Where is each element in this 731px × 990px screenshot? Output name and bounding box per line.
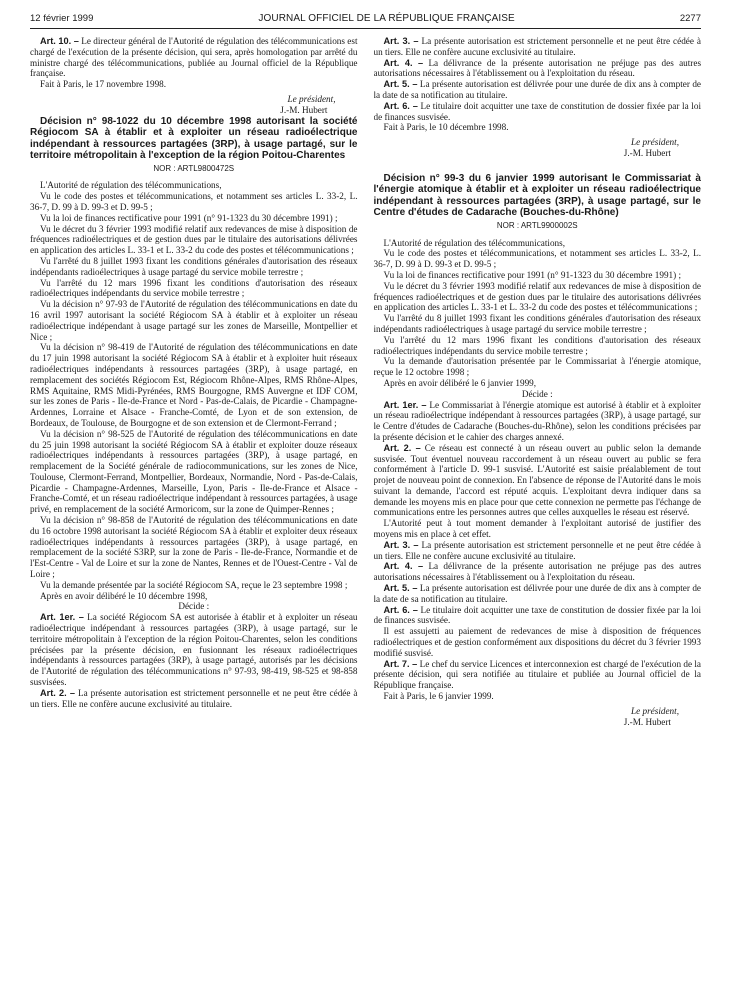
intro-1: L'Autorité de régulation des télécommunications, [40,180,222,191]
article-2: Art. 2. – La présente autorisation est strictement personnelle et ne peut être cédée à un tiers. Elle ne confère aucune exclusivité au titulaire. [30,687,358,709]
fait-a-paris-2: Fait à Paris, le 10 décembre 1998. [383,122,509,133]
article-5-b: Art. 5. – La présente autorisation est délivrée pour une durée de dix ans à compter de la date de sa notification au titulaire. [373,583,701,604]
page-number: 2277 [679,12,701,24]
text-columns [30,36,701,980]
decision-title-98-1022: Décision n° 98-1022 du 10 décembre 1998 autorisant la société Régiocom SA à établir et à exploiter un réseau radioélectrique indépendant à ressources partagées (3RP), à usage partagé, sur le territoire métropolitain à l'exception de la région Poitou-Charentes [30,115,358,162]
visa-item: Vu la loi de finances rectificative pour 1991 (n° 91-1323 du 30 décembre 1991) ; [383,269,682,280]
visa-item: Vu le décret du 3 février 1993 modifié relatif aux redevances de mise à disposition de fréquences radioélectriques et de gestion dues par le titulaire des autorisations délivrées en application des articles L. 33-1 et L. 33-2 du code des postes et télécommunications ; [373,280,701,313]
article-4-b: Art. 4. – La délivrance de la présente autorisation ne préjuge pas des autres autorisations nécessaires à l'établissement ou à l'exploitation du réseau. [373,561,701,583]
nor-reference-1: NOR : ARTL9800472S [153,163,235,173]
visa-item: Vu la demande présentée par la société Régiocom SA, reçue le 23 septembre 1998 ; [40,579,348,590]
article-7-b: Art. 7. – Le chef du service Licences et interconnexion est chargé de l'exécution de la présente décision, qui sera notifiée au titulaire et publiée au Journal officiel de la République française. [373,658,701,691]
article-1: Art. 1er. – La société Régiocom SA est autorisée à établir et à exploiter un réseau radioélectrique indépendant à ressources partagées (3RP), à usage partagé, sur le territoire métropolitain à l'exception de la région Poitou-Charentes, selon les conditions précisées par la présente décision, en fusionnant les réseaux radioélectriques indépendants à ressources partagées (3RP), à usage partagé, autorisés par les décisions de l'Autorité de régulation des télécommunications n° 97-93, 98-419, 98-525 et 98-858 susvisées. [30,612,358,688]
visa-item: Vu l'arrêté du 12 mars 1996 fixant les conditions d'autorisation des réseaux radioélectriques indépendants du service mobile terrestre ; [30,277,358,299]
article-10: Art. 10. – Le directeur général de l'Autorité de régulation des télécommunications est chargé de l'exécution de la présente décision, qui sera, après homologation par arrêté du ministre chargé des télécommunications, publiée au Journal officiel de la République française. [30,36,358,79]
header-date: 12 février 1999 [30,12,94,24]
article-3-b: Art. 3. – La présente autorisation est strictement personnelle et ne peut être cédée à un tiers. Elle ne confère aucune exclusivité au titulaire. [373,539,701,561]
visa-item: Après en avoir délibéré le 10 décembre 1998, [40,590,208,601]
visa-item: Vu l'arrêté du 8 juillet 1993 fixant les conditions générales d'autorisation des réseaux indépendants radioélectriques à usage partagé du service mobile terrestre ; [373,313,701,334]
article-6-b: Art. 6. – Le titulaire doit acquitter une taxe de constitution de dossier fixée par la loi de finances susvisée. [373,604,701,626]
nor-reference-2: NOR : ARTL9900002S [496,220,578,230]
visa-item: Vu la décision n° 98-858 de l'Autorité de régulation des télécommunications en date du 16 octobre 1998 autorisant la société Régiocom SA à établir et exploiter deux réseaux radioélectriques indépendants à ressources partagées (3RP), à usage partagé, en remplacement de la société S3RP, sur la zone de Paris - Ile-de-France, Normandie et de l'Est-Centre - Val de Loire et sur la zone de Nantes, Rennes et de l'Ouest-Centre - Val de Loire ; [30,515,358,580]
fait-a-paris-1: Fait à Paris, le 17 novembre 1998. [40,79,167,90]
decision-title-99-3: Décision n° 99-3 du 6 janvier 1999 autorisant le Commissariat à l'énergie atomique à établir et à exploiter un réseau radioélectrique indépendant à ressources partagées (3RP), à usage partagé, sur le Centre d'études de Cadarache (Bouches-du-Rhône) [373,172,701,219]
visa-item: Vu la décision n° 98-525 de l'Autorité de régulation des télécommunications en date du 25 juin 1998 autorisant la société Régiocom SA à établir et exploiter douze réseaux radioélectriques indépendants à ressources partagées (3RP), à usage partagé, en remplacement de la Société générale de radiocommunications, sur les zones de Nice, Toulouse, Clermont-Ferrand, Montpellier, Bordeaux, Normandie, Nord - Pas-de-Calais, Picardie - Champagne-Ardennes, Marseille, Lyon, Paris - Ile-de-France et Alsace - Franche-Comté, et un réseau radioélectrique indépendant à ressources partagées, à usage privé, en remplacement de la société Armoricom, sur la zone de Quimper-Rennes ; [30,428,358,515]
article-2-b: Art. 2. – Ce réseau est connecté à un réseau ouvert au public selon la demande susvisée. Tout éventuel nouveau raccordement à un réseau ouvert au public se fera conformément à l'article D. 99-1 susvisé. L'Autorité est saisie préalablement de tout projet de nouveau point de connexion. En l'absence de réponse de l'Autorité dans le mois suivant la demande, l'accord est réputé acquis. L'exploitant devra indiquer dans sa demande les moyens mis en place pour que cette connexion ne permette pas l'échange de communications entre les personnes autres que celles auxquelles le réseau est réservé. [373,442,701,518]
article-3: Art. 3. – La présente autorisation est strictement personnelle et ne peut être cédée à un tiers. Elle ne confère aucune exclusivité au titulaire. [373,36,701,57]
article-4: Art. 4. – La délivrance de la présente autorisation ne préjuge pas des autres autorisations nécessaires à l'établissement ou à l'exploitation du réseau. [373,57,701,79]
signature-block-1: Le président, J.-M. Hubert [280,93,336,115]
article-6: Art. 6. – Le titulaire doit acquitter une taxe de constitution de dossier fixée par la loi de finances susvisée. [373,100,701,122]
visa-item: Vu la décision n° 98-419 de l'Autorité de régulation des télécommunications en date du 17 juin 1998 autorisant la société Régiocom SA à établir et à exploiter huit réseaux radioélectriques indépendants à ressources partagées (3RP), à usage partagé, en remplacement des sociétés Régiocom Est, Régiocom Rhône-Alpes, RMS Rhône-Alpes, RMS Aquitaine, RMS Midi-Pyrénées, RMS Bourgogne, RMS Auvergne et IDF COM, sur les zones de Paris - Ile-de-France et Nord - Pas-de-Calais, de Picardie - Champagne-Ardennes, Lorraine et Alsace - Franche-Comté, de Lyon et de son extension, de Bordeaux, de Toulouse, de Bourgogne et de son extension et de Clermont-Ferrand ; [30,342,358,428]
journal-title: JOURNAL OFFICIEL DE LA RÉPUBLIQUE FRANÇAISE [258,12,515,24]
visa-item: Vu la loi de finances rectificative pour 1991 (n° 91-1323 du 30 décembre 1991) ; [40,212,338,223]
visa-item: Vu la décision n° 97-93 de l'Autorité de régulation des télécommunications en date du 16 avril 1997 autorisant la société Régiocom SA à établir et à exploiter un réseau radioélectrique indépendant à usage partagé sur les zones de Marseille, Montpellier et Nice ; [30,299,358,342]
page-header [30,8,701,29]
decide-heading-1: Décide : [178,601,210,612]
decide-heading-2: Décide : [521,388,553,399]
visa-item: Vu le code des postes et télécommunications, et notamment ses articles L. 33-2, L. 36-7, D. 99 à D. 99-3 et D. 99-5 ; [373,248,701,270]
visa-item: Vu le code des postes et télécommunications, et notamment ses articles L. 33-2, L. 36-7, D. 99 à D. 99-3 et D. 99-5 ; [30,191,358,212]
article-2-b-cont: L'Autorité peut à tout moment demander à l'exploitant autorisé de justifier des moyens mis en place à cet effet. [373,518,701,540]
visa-item: Vu la demande d'autorisation présentée par le Commissariat à l'énergie atomique, reçue le 12 octobre 1998 ; [373,356,701,378]
visa-item: Vu l'arrêté du 12 mars 1996 fixant les conditions d'autorisation des réseaux radioélectriques indépendants du service mobile terrestre ; [373,334,701,356]
visa-item: Vu l'arrêté du 8 juillet 1993 fixant les conditions générales d'autorisation des réseaux indépendants radioélectriques à usage partagé du service mobile terrestre ; [30,255,358,277]
signature-block-2: Le président, J.-M. Hubert [623,137,679,158]
visa-item: Vu le décret du 3 février 1993 modifié relatif aux redevances de mise à disposition de fréquences radioélectriques et de gestion dues par le titulaire des autorisations délivrées en application des articles L. 33-1 et L. 33-2 du code des postes et télécommunications ; [30,223,358,256]
article-6-b-cont: Il est assujetti au paiement de redevances de mise à disposition de fréquences radioélectriques et de gestion conformément aux dispositions du décret du 3 février 1993 modifié susvisé. [373,626,701,658]
article-5: Art. 5. – La présente autorisation est délivrée pour une durée de dix ans à compter de la date de sa notification au titulaire. [373,79,701,100]
visa-item: Après en avoir délibéré le 6 janvier 1999, [383,377,537,388]
article-1-b: Art. 1er. – Le Commissariat à l'énergie atomique est autorisé à établir et à exploiter un réseau radioélectrique indépendant à ressources partagées (3RP), à usage partagé, sur le Centre d'études de Cadarache (Bouches-du-Rhône), selon les conditions précisées par la présente décision et le cahier des charges annexé. [373,399,701,442]
intro-2: L'Autorité de régulation des télécommunications, [383,237,566,248]
signature-block-3: Le président, J.-M. Hubert [623,705,679,727]
left-column [30,36,358,980]
right-column [374,36,702,980]
fait-a-paris-3: Fait à Paris, le 6 janvier 1999. [383,691,494,702]
